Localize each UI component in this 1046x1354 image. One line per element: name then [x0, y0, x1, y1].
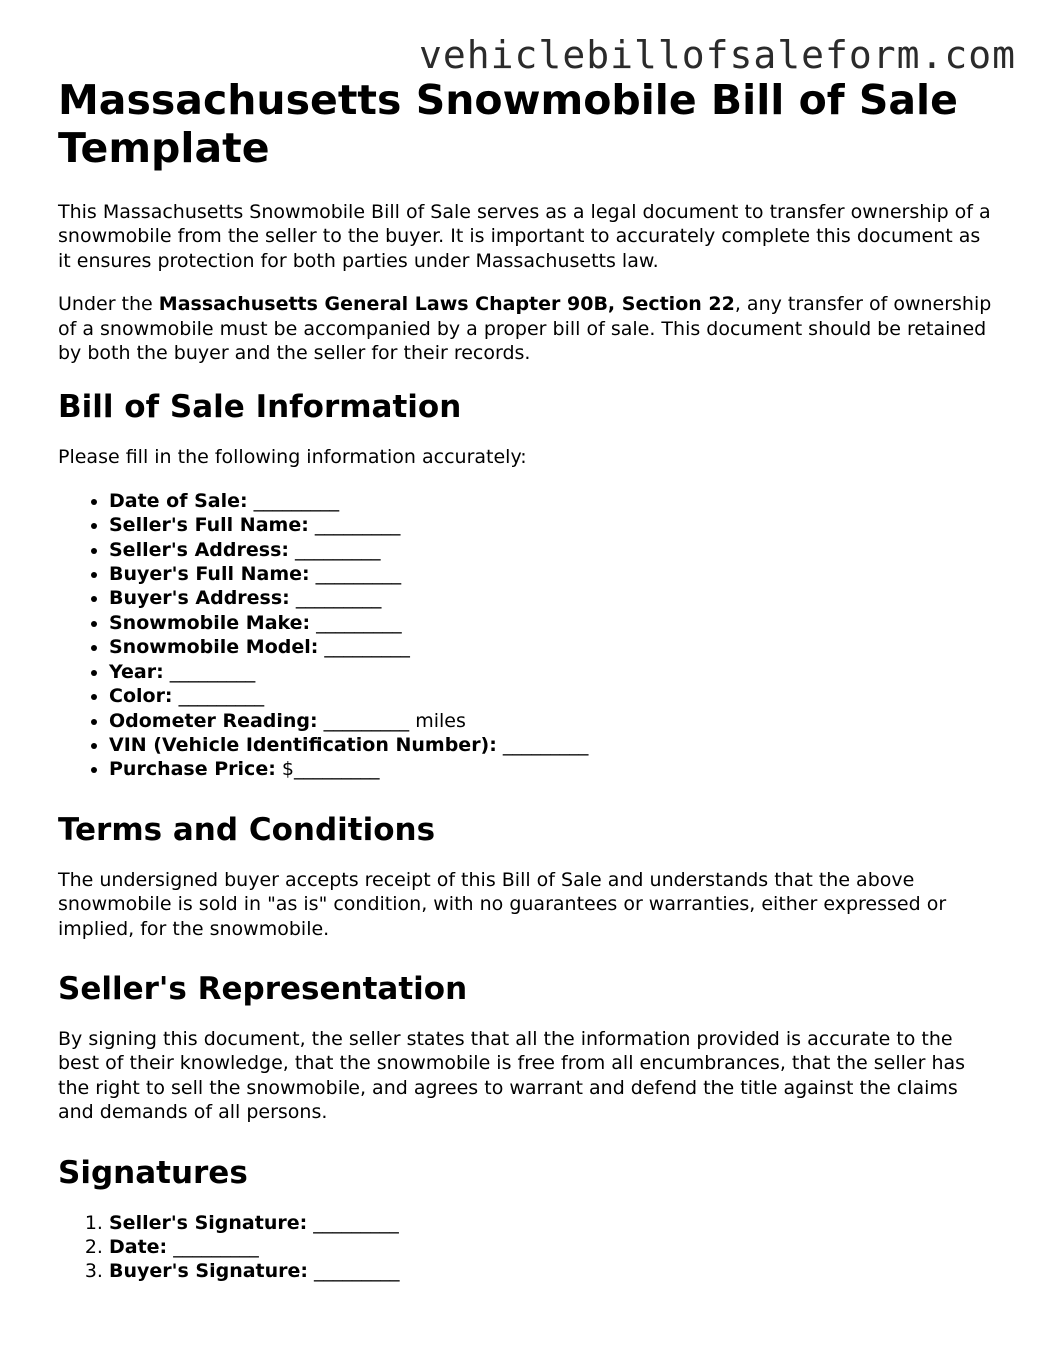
field-blank: _________ [308, 514, 401, 537]
list-item [109, 1259, 998, 1283]
signature-blank: _________ [167, 1235, 259, 1258]
field-blank: _________ [309, 563, 402, 586]
representation-heading: Seller's Representation [58, 970, 468, 1007]
list-item [109, 1211, 998, 1235]
field-label: Snowmobile Model: [109, 636, 319, 659]
field-blank: _________ [247, 489, 340, 512]
list-item [109, 660, 998, 684]
info-field-list [58, 489, 998, 782]
field-label: Snowmobile Make: [109, 611, 311, 634]
signature-list [58, 1211, 998, 1284]
list-item [109, 709, 998, 733]
intro-paragraph: This Massachusetts Snowmobile Bill of Sale serves as a legal document to transfer ownership of a snowmobile from the seller to the buyer. It is important to accurately complete this document as it ensures protection for both parties under Massachusetts law. [58, 201, 991, 272]
list-item [109, 611, 998, 635]
law-prefix: Under the [58, 293, 159, 316]
list-item [109, 489, 998, 513]
list-item [109, 733, 998, 757]
field-blank: _________ [163, 660, 256, 683]
field-blank: _________ miles [317, 709, 466, 732]
field-label: Purchase Price: [109, 758, 276, 781]
list-item [109, 684, 998, 708]
field-label: Date of Sale: [109, 489, 248, 512]
site-watermark: vehiclebillofsaleform.com [419, 33, 1016, 77]
list-item [109, 562, 998, 586]
field-label: Year: [109, 660, 164, 683]
law-suffix: , any transfer of ownership of a snowmobile must be accompanied by a proper bill of sale. This document should be retained by both the buyer and the seller for their records. [58, 293, 992, 365]
law-paragraph [58, 292, 998, 365]
signature-label: Date: [109, 1235, 168, 1258]
page-title: Massachusetts Snowmobile Bill of Sale Template [58, 76, 958, 172]
list-item [109, 635, 998, 659]
field-label: Buyer's Address: [109, 587, 290, 610]
signature-label: Seller's Signature: [109, 1211, 308, 1234]
info-heading: Bill of Sale Information [58, 389, 462, 426]
law-reference: Massachusetts General Laws Chapter 90B, Section 22 [158, 293, 735, 316]
terms-heading: Terms and Conditions [58, 811, 436, 848]
field-label: Seller's Address: [109, 538, 289, 561]
representation-paragraph: By signing this document, the seller states that all the information provided is accurate to the best of their knowledge, that the snowmobile is free from all encumbrances, that the seller has the right to sell the snowmobile, and agrees to warrant and defend the title against the claims and demands of all persons. [58, 1027, 966, 1124]
field-label: VIN (Vehicle Identification Number): [109, 733, 497, 756]
terms-paragraph: The undersigned buyer accepts receipt of this Bill of Sale and understands that the above snowmobile is sold in "as is" condition, with no guarantees or warranties, either expressed or implied, for the snowmobile. [58, 868, 947, 940]
document-page [58, 76, 998, 1284]
field-label: Odometer Reading: [109, 709, 318, 732]
field-blank: _________ [172, 685, 265, 708]
info-instruction: Please fill in the following information accurately: [58, 446, 527, 469]
list-item [109, 538, 998, 562]
field-label: Buyer's Full Name: [109, 563, 310, 586]
signature-blank: _________ [308, 1260, 400, 1283]
list-item [109, 757, 998, 781]
field-blank: _________ [288, 538, 381, 561]
list-item [109, 513, 998, 537]
list-item [109, 586, 998, 610]
field-blank: _________ [310, 611, 402, 634]
signatures-heading: Signatures [58, 1154, 248, 1191]
field-label: Seller's Full Name: [109, 514, 309, 537]
field-blank: _________ [318, 636, 410, 659]
field-blank: _________ [289, 587, 382, 610]
field-label: Color: [109, 685, 173, 708]
field-blank: $_________ [275, 758, 380, 781]
field-blank: _________ [496, 733, 589, 756]
signature-label: Buyer's Signature: [109, 1260, 308, 1283]
signature-blank: _________ [307, 1211, 399, 1234]
list-item [109, 1235, 998, 1259]
